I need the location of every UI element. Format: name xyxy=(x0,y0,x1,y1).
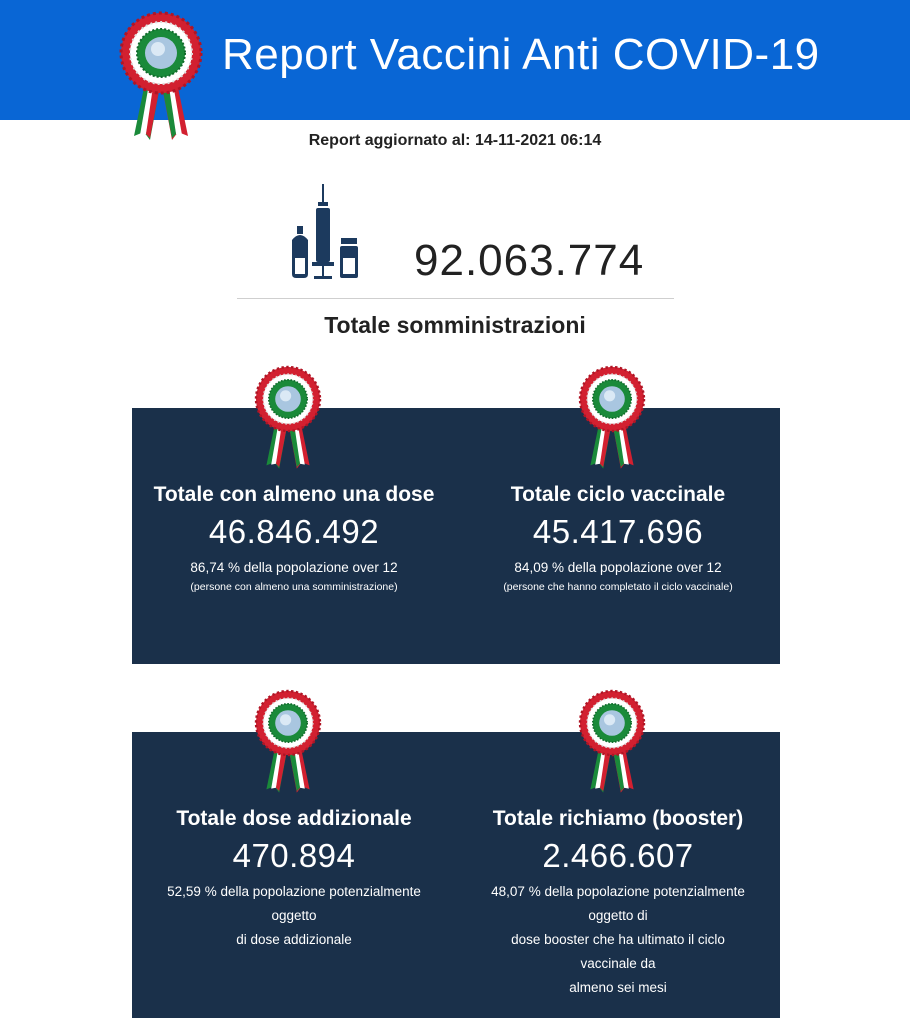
card-note: (persone che hanno completato il ciclo vaccinale) xyxy=(503,581,733,593)
stats-panel-additional xyxy=(132,732,780,1018)
card-title: Totale dose addizionale xyxy=(176,807,412,830)
page-title: Report Vaccini Anti COVID-19 xyxy=(222,30,820,79)
card-full-cycle xyxy=(456,482,780,594)
card-note: (persone con almeno una somministrazione) xyxy=(190,581,398,593)
card-description xyxy=(132,880,456,952)
italian-tricolor-rosette-icon xyxy=(116,8,206,148)
italian-tricolor-rosette-icon xyxy=(243,363,333,475)
card-title: Totale ciclo vaccinale xyxy=(510,483,726,506)
card-description-line: dose booster che ha ultimato il ciclo xyxy=(511,932,725,947)
card-description xyxy=(456,880,780,1000)
divider xyxy=(237,298,674,299)
card-description-line: oggetto xyxy=(271,908,317,923)
card-description: 86,74 % della popolazione over 12 xyxy=(190,560,398,575)
italian-tricolor-rosette-icon xyxy=(243,687,333,799)
card-additional-dose xyxy=(132,806,456,952)
total-administrations-value: 92.063.774 xyxy=(414,236,645,285)
card-value: 45.417.696 xyxy=(532,513,704,550)
card-value: 470.894 xyxy=(232,837,356,874)
card-title: Totale richiamo (booster) xyxy=(492,807,744,830)
card-booster xyxy=(456,806,780,1000)
italian-tricolor-rosette-icon xyxy=(567,363,657,475)
stats-panel-primary xyxy=(132,408,780,664)
card-at-least-one-dose xyxy=(132,482,456,594)
card-value: 46.846.492 xyxy=(208,513,380,550)
card-description-line: di dose addizionale xyxy=(236,932,352,947)
italian-tricolor-rosette-icon xyxy=(567,687,657,799)
card-description-line: almeno sei mesi xyxy=(569,980,667,995)
card-description-line: vaccinale da xyxy=(580,956,656,971)
card-description-line: oggetto di xyxy=(588,908,648,923)
syringe-and-vials-icon xyxy=(284,182,364,282)
card-title: Totale con almeno una dose xyxy=(153,483,435,506)
report-updated-label: Report aggiornato al: 14-11-2021 06:14 xyxy=(308,132,602,149)
card-value: 2.466.607 xyxy=(542,837,694,874)
card-description: 84,09 % della popolazione over 12 xyxy=(514,560,722,575)
card-description-line: 52,59 % della popolazione potenzialmente xyxy=(167,884,421,899)
total-administrations-label: Totale somministrazioni xyxy=(324,312,586,338)
card-description-line: 48,07 % della popolazione potenzialmente xyxy=(491,884,745,899)
